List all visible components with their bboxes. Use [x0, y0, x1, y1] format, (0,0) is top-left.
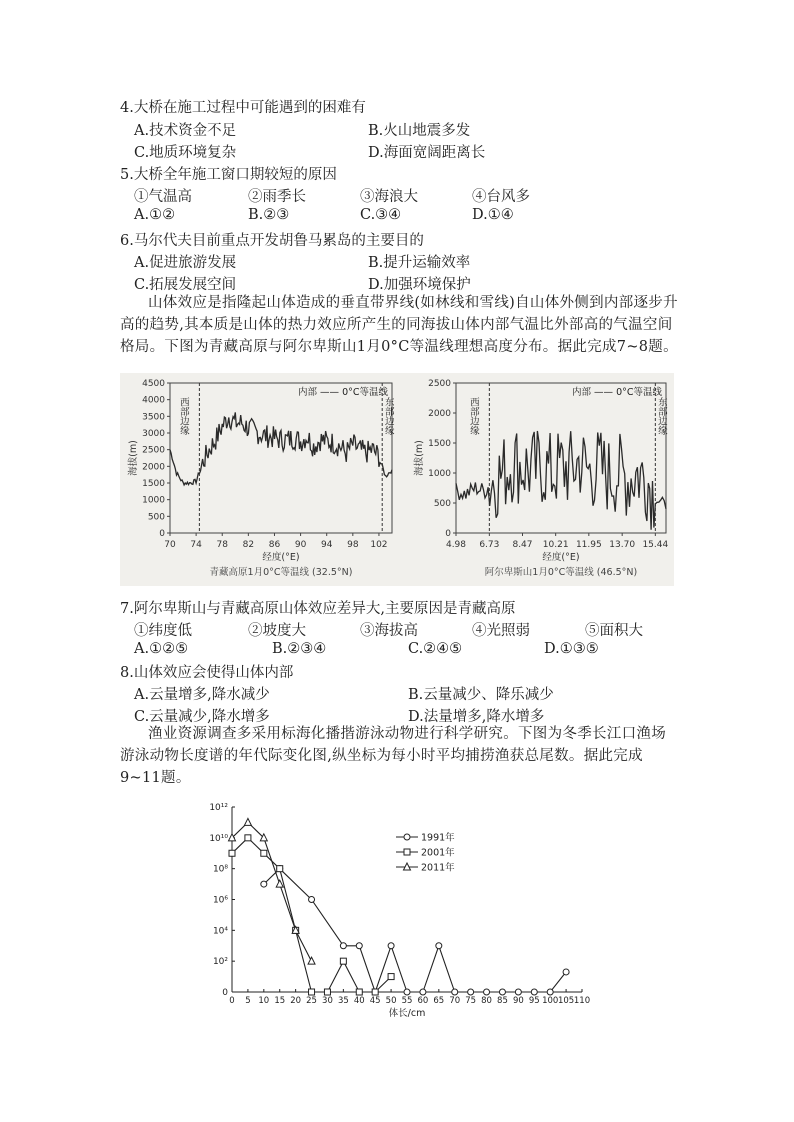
passage-fishery: 渔业资源调查多采用标海化播揩游泳动物进行科学研究。下图为冬季长江口渔场游泳动物长度谱的年代际变化图,纵坐标为每小时平均捕捞渔获总尾数。据此完成9~11题。 — [120, 726, 666, 786]
west-edge-label: 西部边缘 — [467, 397, 479, 435]
data-point-circle — [404, 989, 410, 995]
plot-frame — [456, 383, 666, 533]
chart-caption: 青藏高原1月0°C等温线 (32.5°N) — [209, 567, 353, 578]
data-point-triangle — [308, 957, 315, 964]
data-point-circle — [436, 943, 442, 949]
q5-option-b: B.②③ — [248, 207, 290, 223]
data-point-triangle — [276, 880, 283, 887]
x-tick-label: 5 — [245, 996, 251, 1006]
y-tick-label: 1500 — [428, 439, 451, 449]
x-tick-label: 4.98 — [445, 540, 467, 550]
x-tick-label: 45 — [369, 996, 381, 1006]
x-tick-label: 86 — [268, 540, 281, 550]
length-spectrum-figure — [196, 795, 596, 1025]
q6-option-b: B.提升运输效率 — [368, 255, 471, 271]
q6-stem: 6.马尔代夫目前重点开发胡鲁马累岛的主要目的 — [120, 233, 424, 249]
data-point-square — [340, 958, 346, 964]
q4-option-b: B.火山地震多发 — [368, 123, 471, 139]
east-edge-label: 东部边缘 — [655, 397, 667, 435]
y-tick-label: 2000 — [428, 409, 451, 419]
x-axis-label: 经度(°E) — [262, 552, 300, 563]
legend-marker-square — [404, 849, 410, 855]
q7-option-b: B.②③④ — [272, 641, 327, 657]
q7-stem: 7.阿尔卑斯山与青藏高原山体效应差异大,主要原因是青藏高原 — [120, 601, 516, 617]
q7-option-c: C.②④⑤ — [408, 641, 463, 657]
data-point-circle — [309, 897, 315, 903]
data-point-square — [245, 835, 251, 841]
legend-label: 内部 —— 0°C等温线 — [298, 387, 388, 398]
data-point-square — [277, 866, 283, 872]
q6-option-d: D.加强环境保护 — [368, 277, 471, 293]
q6-option-c: C.拓展发展空间 — [134, 277, 237, 293]
y-tick-label: 1500 — [142, 479, 165, 489]
x-tick-label: 74 — [190, 540, 202, 550]
q5-item: ①气温高 — [134, 189, 192, 205]
data-point-circle — [340, 943, 346, 949]
legend-marker-circle — [404, 834, 410, 840]
y-tick-label: 1000 — [428, 469, 451, 479]
x-tick-label: 105 — [557, 996, 575, 1006]
x-tick-label: 50 — [385, 996, 397, 1006]
y-tick-label: 10² — [212, 957, 228, 968]
x-tick-label: 102 — [370, 540, 388, 550]
east-edge-label: 东部边缘 — [382, 397, 394, 435]
isotherm-line — [456, 431, 666, 530]
q5-option-a: A.①② — [134, 207, 176, 223]
y-tick-label: 2500 — [428, 379, 451, 389]
plot-frame — [170, 383, 392, 533]
q7-item: ③海拔高 — [360, 623, 418, 639]
q8-stem: 8.山体效应会使得山体内部 — [120, 665, 294, 681]
x-tick-label: 80 — [481, 996, 492, 1006]
x-tick-label: 95 — [528, 996, 540, 1006]
x-tick-label: 82 — [242, 540, 255, 550]
x-tick-label: 75 — [465, 996, 477, 1006]
q7-item: ⑤面积大 — [585, 623, 643, 639]
y-tick-label: 4500 — [142, 379, 165, 389]
data-point-circle — [452, 989, 458, 995]
y-tick-label: 1000 — [142, 495, 165, 506]
data-point-circle — [261, 881, 267, 887]
q5-item: ④台风多 — [472, 189, 530, 205]
data-point-circle — [563, 969, 569, 975]
data-point-circle — [356, 943, 362, 949]
x-tick-label: 20 — [290, 996, 302, 1006]
data-point-circle — [468, 989, 474, 995]
x-tick-label: 90 — [294, 540, 307, 550]
x-tick-label: 100 — [542, 996, 559, 1006]
data-point-circle — [547, 989, 553, 995]
y-tick-label: 10¹² — [209, 803, 228, 813]
y-tick-label: 10⁸ — [212, 864, 228, 875]
length-spectrum-svg — [196, 795, 596, 1025]
y-axis-label: 海拔(m) — [128, 440, 139, 476]
y-tick-label: 10¹⁰ — [209, 833, 228, 844]
x-tick-label: 10.21 — [542, 540, 569, 550]
x-tick-label: 98 — [347, 540, 359, 550]
x-tick-label: 35 — [337, 996, 349, 1006]
y-tick-label: 0 — [222, 988, 228, 998]
q4-option-d: D.海面宽阔距离长 — [368, 145, 486, 161]
data-point-circle — [388, 943, 394, 949]
y-tick-label: 10⁶ — [212, 895, 228, 906]
series-line-triangle — [232, 822, 312, 961]
x-tick-label: 110 — [573, 996, 591, 1006]
x-tick-label: 78 — [216, 540, 228, 550]
passage-mountain-effect: 山体效应是指隆起山体造成的垂直带界线(如林线和雪线)自山体外侧到内部逐步升高的趋势,其本质是山体的热力效应所产生的同海拔山体内部气温比外部高的气温空间格局。下图为青藏高原与阿尔卑斯山1月0°C等温线理想高度分布。据此完成7~8题。 — [120, 295, 678, 355]
x-tick-label: 13.70 — [609, 540, 636, 550]
x-tick-label: 0 — [229, 996, 235, 1006]
y-tick-label: 500 — [433, 499, 451, 509]
data-point-circle — [420, 989, 426, 995]
x-tick-label: 10 — [258, 996, 270, 1006]
x-tick-label: 40 — [353, 996, 365, 1006]
x-axis-label: 经度(°E) — [542, 552, 580, 563]
data-point-circle — [515, 989, 521, 995]
q5-option-d: D.①④ — [472, 207, 514, 223]
q5-item: ③海浪大 — [360, 189, 418, 205]
x-tick-label: 70 — [164, 540, 176, 550]
x-tick-label: 60 — [417, 996, 429, 1006]
data-point-square — [309, 989, 315, 995]
x-axis-label: 体长/cm — [388, 1008, 426, 1019]
q7-item: ②坡度大 — [248, 623, 306, 639]
legend-label: 1991年 — [421, 832, 455, 844]
isotherm-charts-svg — [120, 373, 674, 586]
data-point-square — [372, 989, 378, 995]
q5-option-c: C.③④ — [360, 207, 402, 223]
y-tick-label: 500 — [147, 512, 165, 523]
y-tick-label: 0 — [445, 529, 451, 539]
x-tick-label: 30 — [322, 996, 333, 1006]
x-tick-label: 65 — [433, 996, 445, 1006]
y-tick-label: 4000 — [142, 395, 165, 406]
q4-option-a: A.技术资金不足 — [134, 123, 237, 139]
data-point-square — [261, 850, 267, 856]
x-tick-label: 94 — [320, 540, 333, 550]
q6-option-a: A.促进旅游发展 — [134, 255, 237, 271]
x-tick-label: 25 — [306, 996, 317, 1006]
x-tick-label: 6.73 — [479, 540, 500, 550]
y-axis-label: 海拔(m) — [414, 440, 425, 476]
q7-item: ④光照弱 — [472, 623, 530, 639]
x-tick-label: 8.47 — [512, 540, 533, 550]
q4-stem: 4.大桥在施工过程中可能遇到的困难有 — [120, 100, 366, 116]
y-tick-label: 10⁴ — [212, 926, 228, 937]
q7-option-a: A.①②⑤ — [134, 641, 189, 657]
chart-caption: 阿尔卑斯山1月0°C等温线 (46.5°N) — [484, 567, 638, 578]
west-edge-label: 西部边缘 — [177, 397, 189, 435]
data-point-square — [324, 989, 330, 995]
data-point-circle — [484, 989, 490, 995]
data-point-circle — [531, 989, 537, 995]
legend-label: 内部 —— 0°C等温线 — [572, 387, 662, 398]
data-point-circle — [499, 989, 505, 995]
x-tick-label: 55 — [401, 996, 413, 1006]
x-tick-label: 15 — [274, 996, 286, 1006]
isotherm-line — [170, 412, 392, 485]
data-point-triangle — [244, 818, 251, 825]
legend-label: 2001年 — [421, 847, 455, 859]
q8-option-d: D.法量增多,降水增多 — [408, 709, 545, 725]
x-tick-label: 15.44 — [642, 540, 669, 550]
q8-option-c: C.云量减少,降水增多 — [134, 709, 270, 725]
q5-stem: 5.大桥全年施工窗口期较短的原因 — [120, 167, 337, 183]
y-tick-label: 2000 — [142, 462, 165, 473]
q7-option-d: D.①③⑤ — [544, 641, 599, 657]
y-tick-label: 0 — [159, 529, 165, 539]
q8-option-a: A.云量增多,降水减少 — [134, 687, 270, 703]
series-line-circle — [264, 869, 566, 992]
q5-item: ②雨季长 — [248, 189, 306, 205]
data-point-square — [356, 989, 362, 995]
q8-option-b: B.云量减少、降乐减少 — [408, 687, 554, 703]
x-tick-label: 85 — [497, 996, 508, 1006]
x-tick-label: 70 — [449, 996, 461, 1006]
data-point-square — [388, 974, 394, 980]
q7-item: ①纬度低 — [134, 623, 192, 639]
y-tick-label: 2500 — [142, 445, 165, 456]
q4-option-c: C.地质环境复杂 — [134, 145, 237, 161]
y-tick-label: 3000 — [142, 429, 165, 439]
data-point-square — [229, 850, 235, 856]
x-tick-label: 11.95 — [575, 540, 602, 550]
isotherm-figure — [120, 373, 674, 586]
y-tick-label: 3500 — [142, 412, 165, 423]
legend-label: 2011年 — [421, 862, 455, 874]
x-tick-label: 90 — [512, 996, 524, 1006]
